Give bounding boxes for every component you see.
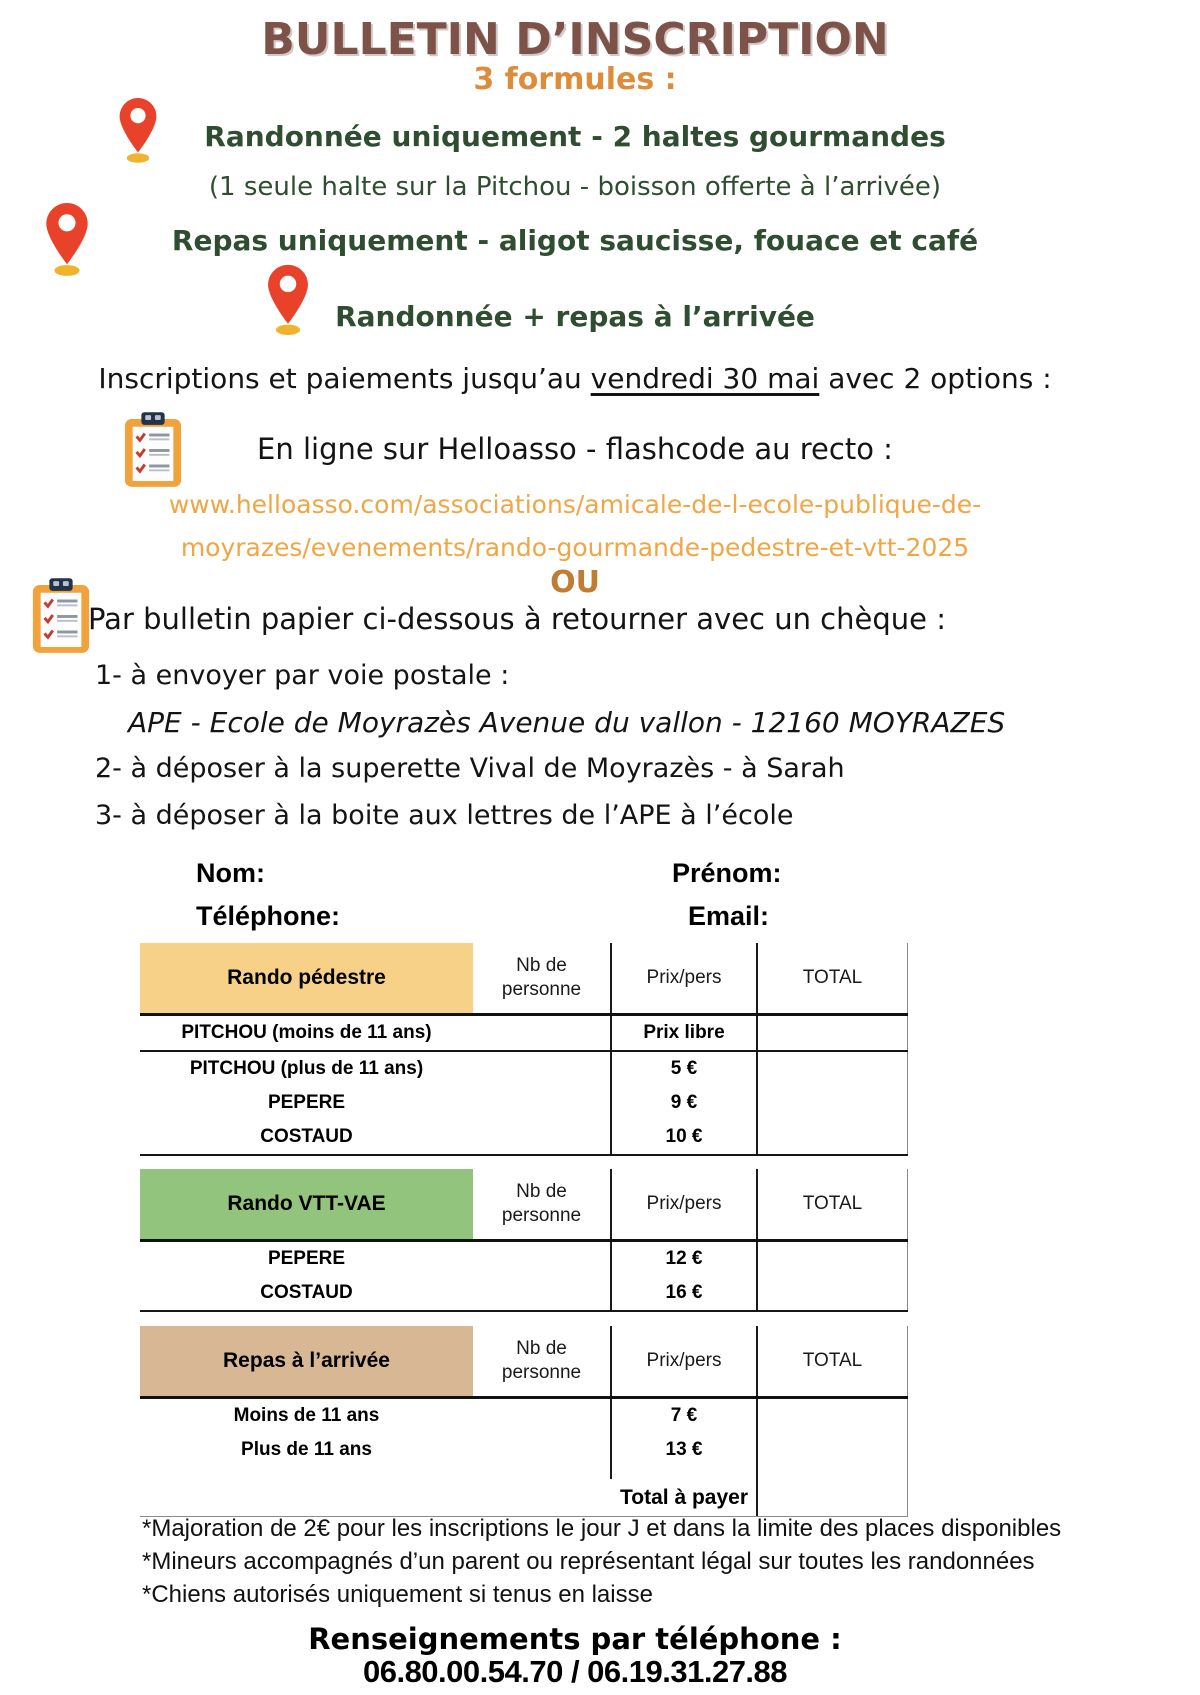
col-header-nb [473, 1169, 610, 1239]
table-section-repas [140, 1326, 908, 1517]
formule-3-label: Randonnée + repas à l’arrivée [335, 300, 815, 333]
paper-option-2: 2- à déposer à la superette Vival de Moyrazès - à Sarah [95, 753, 845, 784]
pricing-table [140, 943, 908, 1517]
prix-cell: 12 € [610, 1242, 758, 1276]
prix-cell: 16 € [610, 1276, 758, 1310]
postal-address: APE - Ecole de Moyrazès Avenue du vallon - 12160 MOYRAZES [128, 706, 1006, 739]
col-header-nb-line1: Nb de [516, 1338, 567, 1359]
prenom-field-label: Prénom: [672, 858, 782, 888]
col-header-total: TOTAL [758, 1169, 908, 1239]
footnotes [142, 1512, 1061, 1611]
paper-option-heading: Par bulletin papier ci-dessous à retourner avec un chèque : [88, 602, 946, 636]
total-cell [758, 1242, 908, 1276]
section-title-cell: Rando VTT-VAE [140, 1169, 473, 1239]
row-label: Moins de 11 ans [233, 1405, 380, 1426]
subtitle: 3 formules : [473, 62, 677, 97]
prix-cell: 7 € [610, 1399, 758, 1433]
col-header-nb [473, 943, 610, 1013]
deadline-line [0, 362, 1150, 395]
email-field-label: Email: [688, 901, 770, 931]
total-cell [758, 1399, 908, 1433]
or-separator: OU [550, 565, 600, 600]
total-a-payer-cell [758, 1479, 908, 1516]
paper-option-3: 3- à déposer à la boite aux lettres de l’APE à l’école [95, 800, 794, 831]
total-cell [758, 1276, 908, 1310]
col-header-nb-line1: Nb de [516, 955, 567, 976]
footnote-majoration: *Majoration de 2€ pour les inscriptions le jour J et dans la limite des places disponibles [142, 1515, 1062, 1542]
prix-cell: 10 € [610, 1120, 758, 1154]
row-label: Plus de 11 ans [241, 1439, 372, 1460]
helloasso-url-line2[interactable]: moyrazes/evenements/rando-gourmande-pedestre-et-vtt-2025 [180, 533, 970, 562]
total-cell [758, 1086, 908, 1120]
nb-personne-cell [473, 1052, 610, 1086]
total-cell [758, 1016, 908, 1050]
nb-personne-cell [473, 1276, 610, 1310]
deadline-suffix: avec 2 options : [819, 362, 1052, 395]
prix-cell: 5 € [610, 1052, 758, 1086]
deadline-date: vendredi 30 mai [590, 362, 820, 395]
col-header-prix: Prix/pers [610, 1169, 758, 1239]
col-header-nb [473, 1326, 610, 1396]
nb-personne-cell [473, 1433, 610, 1467]
col-header-nb-line1: Nb de [516, 1181, 567, 1202]
contact-heading: Renseignements par téléphone : [308, 1622, 842, 1656]
row-label: PEPERE [267, 1092, 346, 1113]
row-label: COSTAUD [260, 1282, 353, 1303]
row-label: PITCHOU (moins de 11 ans) [181, 1022, 432, 1043]
footnote-mineurs: *Mineurs accompagnés d’un parent ou représentant légal sur toutes les randonnées [142, 1548, 1035, 1575]
contact-phone-numbers: 06.80.00.54.70 / 06.19.31.27.88 [362, 1654, 788, 1689]
table-section-rando-vtt [140, 1169, 908, 1312]
col-header-total: TOTAL [758, 1326, 908, 1396]
total-a-payer-label: Total à payer [140, 1479, 758, 1516]
footnote-chiens: *Chiens autorisés uniquement si tenus en laisse [142, 1581, 653, 1608]
row-label: PITCHOU (plus de 11 ans) [189, 1058, 424, 1079]
formule-1-note: (1 seule halte sur la Pitchou - boisson offerte à l’arrivée) [208, 172, 942, 202]
deadline-prefix: Inscriptions et paiements jusqu’au [98, 362, 591, 395]
formule-2-label: Repas uniquement - aligot saucisse, fouace et café [171, 224, 979, 257]
table-section-rando-pedestre [140, 943, 908, 1156]
total-cell [758, 1433, 908, 1467]
col-header-prix: Prix/pers [610, 1326, 758, 1396]
section-title-cell: Repas à l’arrivée [140, 1326, 473, 1396]
row-label: COSTAUD [260, 1126, 353, 1147]
nom-field-label: Nom: [196, 858, 265, 888]
prix-cell: Prix libre [610, 1016, 758, 1050]
nb-personne-cell [473, 1399, 610, 1433]
col-header-nb-line2: personne [501, 979, 582, 1000]
page-title: BULLETIN D’INSCRIPTION [261, 14, 889, 65]
prix-cell: 9 € [610, 1086, 758, 1120]
telephone-field-label: Téléphone: [196, 901, 341, 931]
nb-personne-cell [473, 1120, 610, 1154]
paper-option-1: 1- à envoyer par voie postale : [95, 660, 510, 691]
col-header-nb-line2: personne [501, 1205, 582, 1226]
formule-1-label: Randonnée uniquement - 2 haltes gourmandes [204, 120, 946, 153]
col-header-prix: Prix/pers [610, 943, 758, 1013]
nb-personne-cell [473, 1242, 610, 1276]
col-header-nb-line2: personne [501, 1362, 582, 1383]
total-cell [758, 1120, 908, 1154]
nb-personne-cell [473, 1086, 610, 1120]
prix-cell: 13 € [610, 1433, 758, 1467]
helloasso-url-line1[interactable]: www.helloasso.com/associations/amicale-de-l-ecole-publique-de- [168, 490, 982, 519]
section-title-cell: Rando pédestre [140, 943, 473, 1013]
online-option-heading: En ligne sur Helloasso - flashcode au recto : [257, 432, 893, 466]
nb-personne-cell [473, 1016, 610, 1050]
total-cell [758, 1052, 908, 1086]
row-label: PEPERE [267, 1248, 346, 1269]
col-header-total: TOTAL [758, 943, 908, 1013]
